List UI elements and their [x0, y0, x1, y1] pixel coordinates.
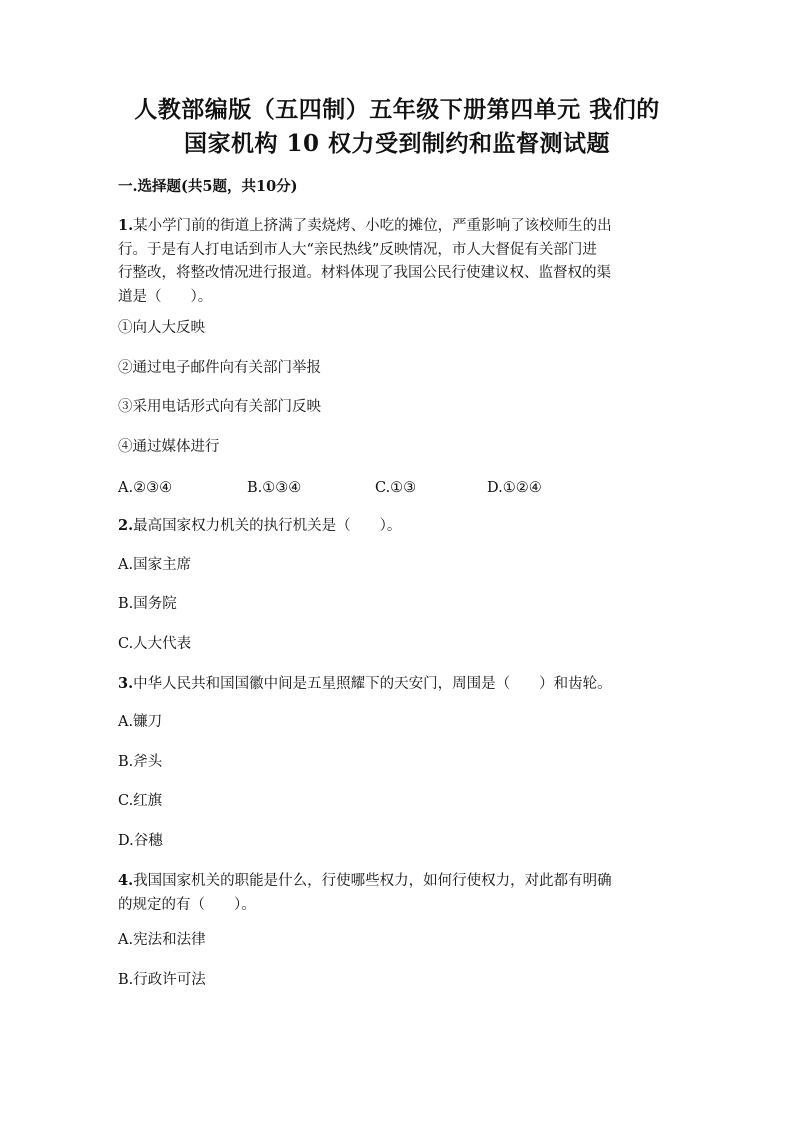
title-line-1: 人教部编版（五四制）五年级下册第四单元 我们的: [134, 96, 660, 123]
option-c: C.①③: [375, 480, 417, 496]
question-text: 行整改，将整改情况进行报道。材料体现了我国公民行使建议权、监督权的渠: [118, 265, 611, 281]
question-2: [118, 514, 678, 539]
option-a: A.镰刀: [118, 714, 163, 730]
question-number: 2.: [118, 517, 134, 534]
statement-2: ②通过电子邮件向有关部门举报: [118, 360, 321, 376]
option-d: D.谷穗: [118, 833, 163, 849]
question-number: 4.: [118, 872, 134, 889]
question-4: [118, 869, 678, 917]
question-number: 1.: [118, 217, 134, 234]
option-b: B.①③④: [247, 480, 302, 496]
statement-4: ④通过媒体进行: [118, 439, 220, 455]
statement-3: ③采用电话形式向有关部门反映: [118, 399, 321, 415]
option-a: A.宪法和法律: [118, 932, 206, 948]
question-1: [118, 214, 678, 309]
option-c: C.人大代表: [118, 636, 192, 652]
question-number: 3.: [118, 675, 134, 692]
question-text: 行。于是有人打电话到市人大“亲民热线”反映情况，市人大督促有关部门进: [118, 241, 597, 258]
options-row: [118, 478, 678, 498]
question-text: 中华人民共和国国徽中间是五星照耀下的天安门，周围是（ ）和齿轮。: [133, 676, 612, 692]
statement-1: ①向人大反映: [118, 320, 205, 336]
question-text: 道是（ ）。: [118, 288, 213, 305]
section-heading: 一.选择题(共5题，共10分): [118, 178, 298, 195]
option-b: B.斧头: [118, 754, 163, 770]
option-a: A.国家主席: [118, 557, 192, 573]
question-3: [118, 672, 678, 697]
page-title: [100, 93, 694, 161]
question-text: 的规定的有（ ）。: [118, 896, 256, 913]
option-a: A.②③④: [118, 480, 173, 496]
option-b: B.行政许可法: [118, 972, 206, 988]
option-d: D.①②④: [487, 480, 542, 496]
question-text: 我国国家机关的职能是什么，行使哪些权力，如何行使权力，对此都有明确: [133, 873, 612, 889]
question-text: 某小学门前的街道上挤满了卖烧烤、小吃的摊位，严重影响了该校师生的出: [133, 218, 612, 234]
option-b: B.国务院: [118, 596, 177, 612]
option-c: C.红旗: [118, 793, 163, 809]
question-text: 最高国家权力机关的执行机关是（ ）。: [133, 518, 402, 534]
title-line-2: 国家机构 10 权力受到制约和监督测试题: [183, 130, 611, 157]
